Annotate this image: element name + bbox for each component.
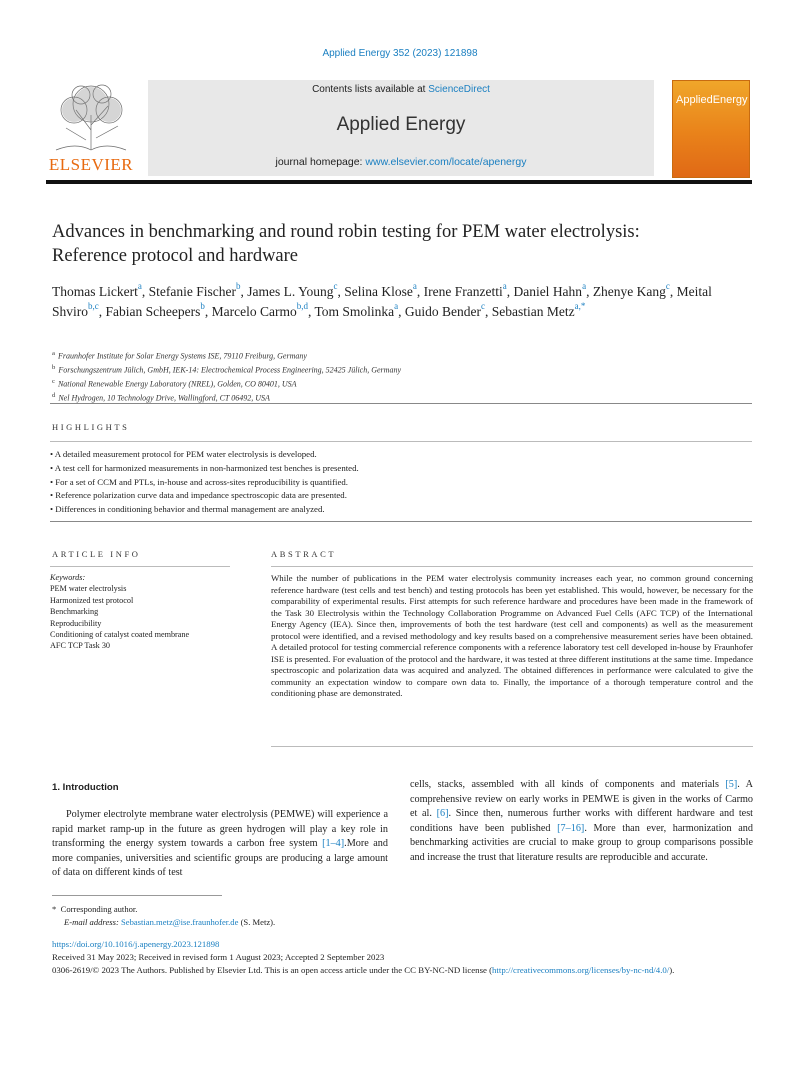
- divider: [50, 403, 752, 404]
- license-link[interactable]: http://creativecommons.org/licenses/by-nc-nd/4.0/: [492, 965, 670, 975]
- homepage-prefix: journal homepage:: [275, 156, 366, 168]
- author-name[interactable]: Fabian Scheepers: [105, 303, 201, 319]
- divider: [271, 566, 753, 567]
- corresponding-label: Corresponding author.: [60, 904, 138, 914]
- email-suffix: (S. Metz).: [238, 917, 276, 927]
- highlights-list: [50, 448, 750, 517]
- highlight-item: • Reference polarization curve data and impedance spectroscopic data are presented.: [50, 489, 750, 503]
- highlight-item: • A detailed measurement protocol for PEM water electrolysis is developed.: [50, 448, 750, 462]
- author-affiliation-mark[interactable]: b: [200, 300, 205, 311]
- keyword-item: AFC TCP Task 30: [50, 641, 111, 651]
- author-list: Thomas Lickert$^a$, Stefanie Fischer$^b$, James L. Young$^c$, Selina Klose$^a$, Irene Franzetti$^a$, Daniel Hahn$^a$, Zhenye Kang$^c$, Meital Shviro$^{b,c}$, Fabian Scheepers$^b$, Marcelo Carmo$^{b,d}$, Tom Smolinka$^a$, Guido Bender$^c$, Sebastian Metz$^{a,*}$: [52, 281, 712, 319]
- footnote: [52, 903, 275, 929]
- keywords-list: [50, 583, 230, 651]
- publication-info: [52, 938, 752, 977]
- author-affiliation-mark[interactable]: a,*: [574, 300, 586, 311]
- intro-right-column: [410, 778, 753, 865]
- affiliation-text: National Renewable Energy Laboratory (NREL), Golden, CO 80401, USA: [57, 379, 297, 389]
- author-affiliation-mark[interactable]: c: [665, 281, 670, 291]
- article-title: Advances in benchmarking and round robin testing for PEM water electrolysis: Reference protocol and hardware: [52, 222, 640, 266]
- affiliation-mark: c: [52, 378, 55, 386]
- cover-title: AppliedEnergy: [676, 94, 748, 106]
- author-affiliation-mark[interactable]: a: [502, 281, 507, 291]
- author-name[interactable]: Meital Shviro: [52, 284, 712, 319]
- affiliation-text: Forschungszentrum Jülich, GmbH, IEK-14: Electrochemical Process Engineering, 52425 Jülich, Germany: [58, 365, 401, 375]
- email-link[interactable]: Sebastian.metz@ise.fraunhofer.de: [120, 917, 239, 927]
- affiliation-text: Nel Hydrogen, 10 Technology Drive, Wallingford, CT 06492, USA: [58, 394, 270, 404]
- citation-link[interactable]: [6]: [436, 808, 449, 819]
- copyright-text: 0306-2619/© 2023 The Authors. Published by Elsevier Ltd. This is an open access article under the CC BY-NC-ND license (: [52, 965, 493, 975]
- doi-link[interactable]: https://doi.org/10.1016/j.apenergy.2023.121898: [52, 939, 220, 949]
- author-name[interactable]: Irene Franzetti: [423, 284, 503, 299]
- citation-link[interactable]: [5]: [725, 779, 738, 790]
- introduction-heading: 1. Introduction: [52, 782, 119, 793]
- affiliation-list: [52, 348, 752, 405]
- intro-text: . More than ever, harmonization and benchmarking activities are crucial to make group to group comparisons possible and increase the trust that literature results are reproducible and accurate.: [410, 822, 753, 863]
- divider: [271, 746, 753, 747]
- keyword-item: Benchmarking: [50, 607, 99, 617]
- highlight-item: • A test cell for harmonized measurements in non-harmonized test benches is presented.: [50, 462, 750, 476]
- corresponding-author-line: [52, 903, 275, 916]
- intro-text: Polymer electrolyte membrane water electrolysis (PEMWE) will experience a rapid market ramp-up in the future as green hydrogen will play a key role in transforming the energy system towards a carbon free system: [52, 809, 388, 849]
- abstract-text: While the number of publications in the PEM water electrolysis community increases each year, no common ground concerning reference hardware (test cells and test bench) and testing protocols has been yet established. This would, however, be necessary for the comparability of experimental results. First attempts for such reference hardware and procedures have been made in the framework of the Task 30 Electrolysis within the Technology Collaboration Programme on Advanced Fuel Cells (AFC TCP) of the International Energy Agency (IEA). Since then, improvements of both the test hardware (test cell and components) as well as the measurement protocol were identified, and a revised methodology and key results based on a comprehensive measurement series have been obtained. A detailed protocol for testing commercial reference components with a reference laboratory test cell developed in-house by Fraunhofer ISE is presented. For evaluation of the protocol and the hardware, it was tested at three different institutions at the same time. Impedance spectroscopic and polarization data was acquired and analyzed. The obtained differences in performance were calculated to give the community an expectation window to compare own data to. Finally, the importance of a thorough temperature control and the conditioning phase are demonstrated.: [271, 573, 753, 698]
- author-name[interactable]: Sebastian Metz: [491, 303, 575, 319]
- author-name[interactable]: Thomas Lickert: [52, 284, 138, 299]
- citation-link[interactable]: [7–16]: [557, 822, 585, 834]
- author-affiliation-mark[interactable]: c: [333, 281, 338, 291]
- sciencedirect-link[interactable]: ScienceDirect: [428, 84, 490, 95]
- author-affiliation-mark[interactable]: c: [481, 300, 486, 311]
- email-line: [52, 916, 275, 929]
- journal-reference[interactable]: [0, 48, 800, 59]
- affiliation-text: Fraunhofer Institute for Solar Energy Systems ISE, 79110 Freiburg, Germany: [57, 351, 307, 361]
- intro-text: . Since then, numerous further works with different hardware and test conditions have been published: [410, 808, 753, 834]
- email-label: E-mail address:: [64, 917, 121, 927]
- journal-name: Applied Energy: [336, 114, 466, 135]
- abstract-heading: ABSTRACT: [271, 549, 337, 559]
- highlight-item: • For a set of CCM and PTLs, in-house and across-sites reproducibility is quantified.: [50, 476, 750, 490]
- citation-link[interactable]: [1–4]: [322, 838, 345, 849]
- intro-text: .More and more companies, universities and scientific groups are producing a large amount of data on different kinds of test: [52, 838, 388, 878]
- author-affiliation-mark[interactable]: b: [235, 281, 241, 291]
- footnote-star: *: [52, 904, 57, 914]
- contents-line: [148, 84, 654, 95]
- affiliation-mark: b: [52, 364, 56, 372]
- highlights-heading: HIGHLIGHTS: [52, 422, 130, 432]
- affiliation-mark: a: [52, 350, 55, 357]
- author-affiliation-mark[interactable]: a: [412, 281, 417, 291]
- author-name[interactable]: Daniel Hahn: [513, 284, 583, 299]
- homepage-link[interactable]: www.elsevier.com/locate/apenergy: [365, 156, 527, 168]
- footnote-rule: [52, 895, 222, 896]
- received-dates: Received 31 May 2023; Received in revised form 1 August 2023; Accepted 2 September 2023: [52, 952, 385, 962]
- affiliation-mark: d: [52, 392, 56, 400]
- keyword-item: Conditioning of catalyst coated membrane: [50, 630, 190, 640]
- header-rule: [46, 180, 752, 184]
- author-name[interactable]: Zhenye Kang: [592, 284, 666, 299]
- author-affiliation-mark[interactable]: a: [137, 281, 142, 291]
- divider: [50, 441, 752, 442]
- keywords-block: [50, 572, 230, 652]
- contents-prefix: Contents lists available at: [312, 84, 429, 95]
- copyright-line: [52, 964, 752, 977]
- author-affiliation-mark[interactable]: b,d: [296, 300, 308, 311]
- intro-left-column: [52, 808, 388, 881]
- journal-reference-link[interactable]: Applied Energy 352 (2023) 121898: [322, 48, 478, 59]
- author-affiliation-mark[interactable]: a: [582, 281, 587, 291]
- homepage-line: [148, 156, 654, 168]
- author-name[interactable]: Stefanie Fischer: [148, 284, 236, 299]
- keyword-item: Harmonized test protocol: [50, 595, 134, 605]
- copyright-suffix: ).: [669, 965, 675, 975]
- highlight-item: • Differences in conditioning behavior and thermal management are analyzed.: [50, 503, 750, 517]
- affiliation-item: [52, 362, 752, 376]
- author-name[interactable]: Marcelo Carmo: [211, 303, 297, 319]
- article-info-heading: ARTICLE INFO: [52, 549, 141, 559]
- keyword-item: PEM water electrolysis: [50, 584, 127, 594]
- author-name[interactable]: James L. Young: [247, 284, 334, 299]
- keyword-item: Reproducibility: [50, 618, 102, 628]
- author-name[interactable]: Tom Smolinka: [314, 303, 395, 319]
- divider: [50, 566, 230, 567]
- affiliation-item: [52, 376, 752, 390]
- author-name[interactable]: Selina Klose: [344, 284, 413, 299]
- intro-text: cells, stacks, assembled with all kinds of components and materials: [410, 779, 726, 790]
- elsevier-wordmark: ELSEVIER: [48, 155, 134, 174]
- divider: [50, 521, 752, 522]
- author-affiliation-mark[interactable]: a: [394, 300, 399, 311]
- author-name[interactable]: Guido Bender: [404, 303, 482, 319]
- author-affiliation-mark[interactable]: b,c: [88, 300, 99, 311]
- affiliation-item: [52, 348, 752, 362]
- intro-text: . A comprehensive review on early works in PEMWE is given in the works of Carmo et al.: [410, 779, 754, 819]
- keywords-label: Keywords:: [50, 573, 86, 582]
